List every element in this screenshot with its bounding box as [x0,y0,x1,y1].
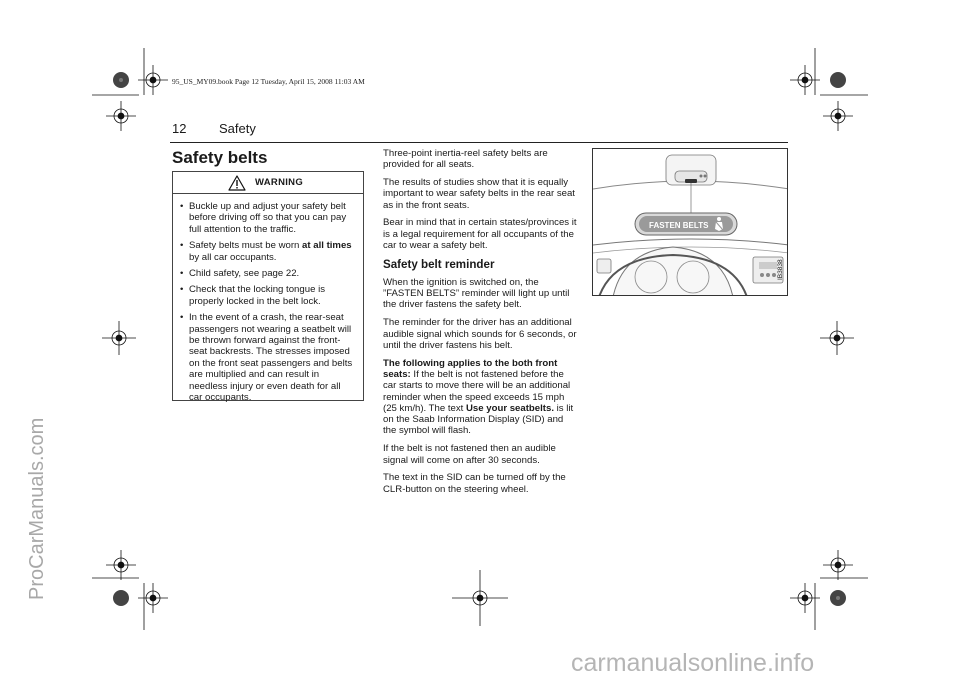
section-title: Safety [219,121,256,136]
page-number: 12 [172,121,187,136]
warning-box [172,171,364,404]
paragraph: The results of studies show that it is equally important to wear safety belts in the rear seat as in the front seats. [383,177,575,211]
warning-item-text: by all car occupants. [189,251,277,263]
print-info: 95_US_MY09.book Page 12 Tuesday, April 15, 2008 11:03 AM [172,77,365,86]
figure-code: IB3838 [777,259,784,280]
paragraph-emphasis: Use your seatbelts. [466,402,554,414]
paragraph: The text in the SID can be turned off by the CLR-button on the steering wheel. [383,472,566,495]
page-title: Safety belts [172,148,268,167]
warning-triangle-icon [228,175,246,191]
warning-item-emphasis: at all times [302,240,352,252]
subheading: Safety belt reminder [383,257,495,271]
warning-item: • Child safety, see page 22. [173,268,363,279]
header-rule [170,142,788,143]
warning-item [173,240,363,263]
dashboard-drawing [593,149,788,296]
paragraph-text: If the belt is not fastened before the car starts to move there will be an additional reminder when the speed exceeds 15 mph (25 km/h). The text [383,368,571,414]
warning-item-text: Safety belts must be worn [189,240,303,252]
warning-list [173,201,363,409]
warning-item: • In the event of a crash, the rear-seat passengers not wearing a seatbelt will be thrown forward against the front-seat backrests. The stresses imposed on the front seat passengers and belts are multiplied and can result in needless injury or even death for all car occupants. [173,312,363,403]
body-column [383,148,579,501]
paragraph: When the ignition is switched on, the ”FASTEN BELTS” reminder will light up until the driver fastens the safety belt. [383,276,570,311]
fasten-belts-label: FASTEN BELTS [649,221,709,230]
watermark-left: ProCarManuals.com [26,417,48,600]
warning-item: • Check that the locking tongue is properly locked in the belt lock. [173,284,363,307]
paragraph-lead: The following applies to the both front seats: [383,357,558,380]
paragraph: If the belt is not fastened then an audible signal will come on after 30 seconds. [383,443,556,466]
paragraph: Bear in mind that in certain states/provinces it is a legal requirement for all occupants of the car to wear a safety belt. [383,217,577,252]
warning-title: WARNING [255,177,304,188]
warning-header [173,172,363,194]
paragraph: The reminder for the driver has an additional audible signal which sounds for 6 seconds, or until the driver fastens his belt. [383,317,577,351]
paragraph-text: is lit on the Saab Information Display (SID) and the symbol will flash. [383,402,574,437]
warning-item: • Buckle up and adjust your safety belt before driving off so that you can pay full attention to the traffic. [173,201,363,235]
watermark-bottom: carmanualsonline.info [571,649,815,677]
paragraph: Three-point inertia-reel safety belts are provided for all seats. [383,148,548,171]
dashboard-illustration [592,148,788,296]
paragraph [383,358,579,437]
